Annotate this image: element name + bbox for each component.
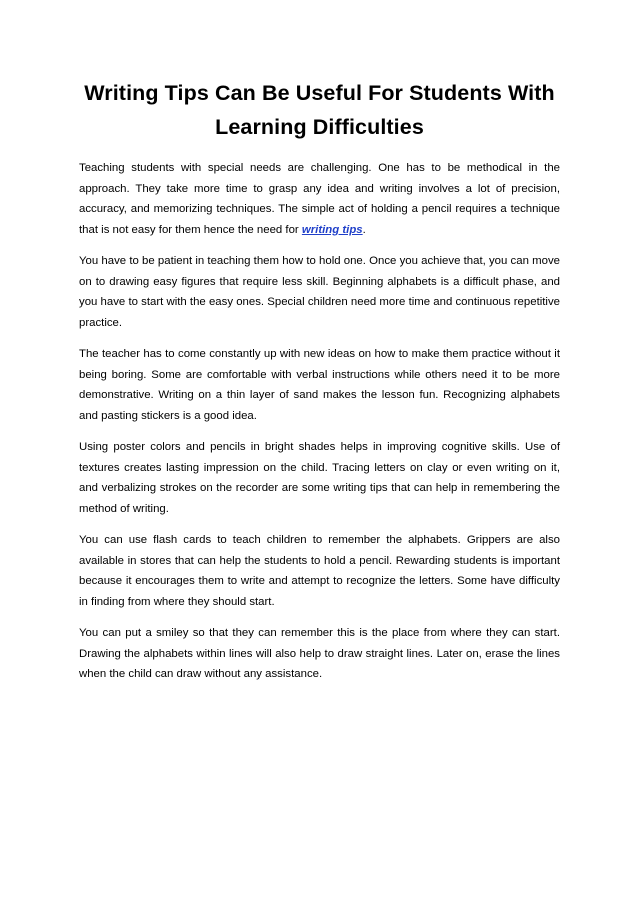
paragraph-1 — [79, 158, 560, 240]
paragraph-1-end: . — [362, 223, 366, 236]
paragraph-6: You can put a smiley so that they can remember this is the place from where they can start. Drawing the alphabets within lines will also help to draw straight lines. Later on, erase the lines when the child can draw without any assistance. — [79, 627, 560, 680]
writing-tips-link[interactable]: writing tips — [301, 223, 363, 236]
paragraph-3: The teacher has to come constantly up with new ideas on how to make them practice without it being boring. Some are comfortable with verbal instructions while others need it to be more demonstrative. Writing on a thin layer of sand makes the lesson fun. Recognizing alphabets and pasting stickers is a good idea. — [79, 348, 560, 422]
paragraph-4: Using poster colors and pencils in bright shades helps in improving cognitive skills. Use of textures creates lasting impression on the child. Tracing letters on clay or even writing on it, and verbalizing strokes on the recorder are some writing tips that can help in remembering the method of writing. — [79, 441, 560, 515]
document-title: Writing Tips Can Be Useful For Students With Learning Difficulties — [84, 81, 555, 139]
paragraph-2: You have to be patient in teaching them how to hold one. Once you achieve that, you can move on to drawing easy figures that require less skill. Beginning alphabets is a difficult phase, and you have to start with the easy ones. Special children need more time and continuous repetitive practice. — [79, 255, 560, 329]
paragraph-5: You can use flash cards to teach children to remember the alphabets. Grippers are also available in stores that can help the students to hold a pencil. Rewarding students is important because it encourages them to write and attempt to recognize the letters. Some have difficulty in finding from where they should start. — [79, 534, 560, 608]
paragraph-1-text: Teaching students with special needs are challenging. One has to be methodical in the approach. They take more time to grasp any idea and writing involves a lot of precision, accuracy, and memorizing techniques. The simple act of holding a pencil requires a technique that is not easy for them hence the need for — [79, 162, 560, 236]
